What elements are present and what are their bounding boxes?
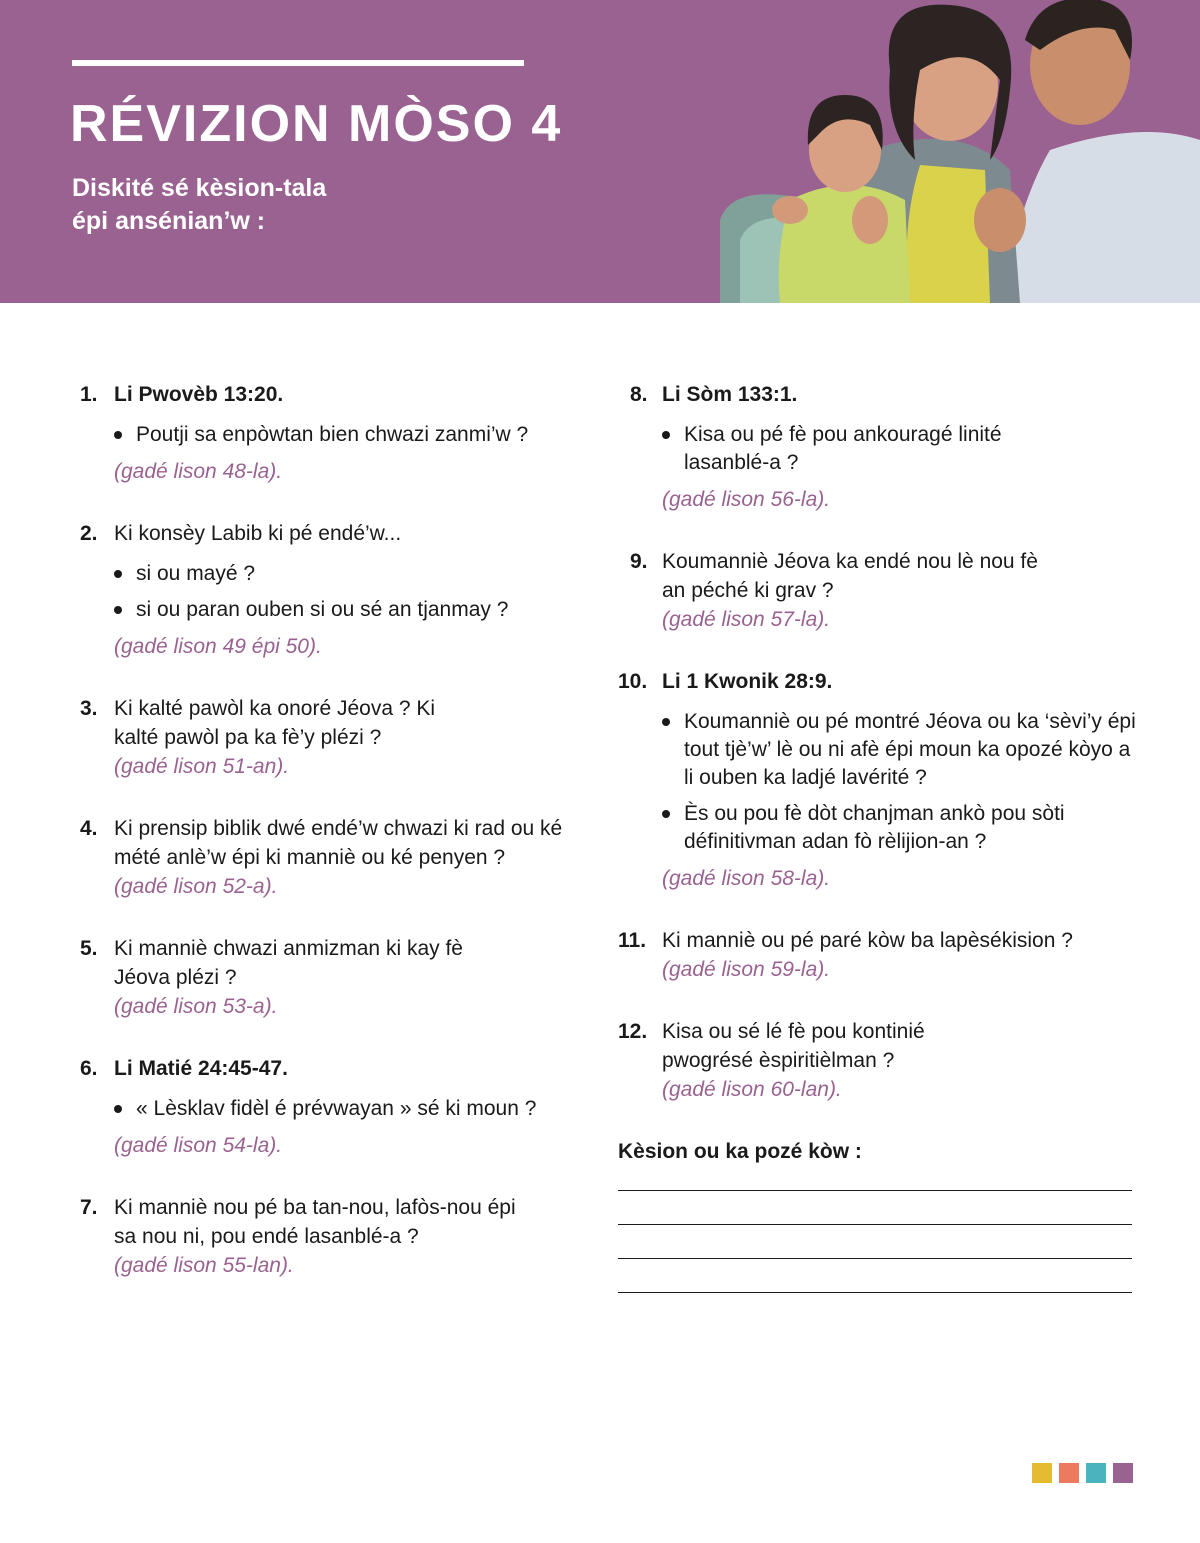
lesson-reference: (gadé lison 55-lan). [114, 1254, 294, 1277]
bullet-list [114, 1095, 580, 1123]
lesson-reference: (gadé lison 49 épi 50). [114, 635, 322, 658]
question-text: Li Pwovèb 13:20. [114, 383, 284, 406]
question-number: 2. [80, 522, 98, 545]
page-title: RÉVIZION MÒSO 4 [70, 95, 563, 153]
question-number: 6. [80, 1057, 98, 1080]
question-number: 5. [80, 937, 98, 960]
question-6 [80, 1054, 580, 1160]
notes-section [618, 1137, 1138, 1293]
question-3 [80, 694, 580, 781]
lesson-reference: (gadé lison 53-a). [114, 995, 278, 1018]
coral-swatch [1059, 1463, 1079, 1483]
lesson-reference: (gadé lison 54-la). [114, 1134, 283, 1157]
color-swatches [1032, 1463, 1133, 1483]
list-item: Koumanniè ou pé montré Jéova ou ka ‘sèvi’y épi tout tjè’w’ lè ou ni afè épi moun ka opozé kòyo a li ouben ka ladjé lavérité ? [662, 708, 1138, 792]
question-text: Koumanniè Jéova ka endé nou lè nou fè an péché ki grav ? [662, 550, 1038, 602]
bullet-icon [114, 431, 122, 439]
question-4 [80, 814, 580, 901]
note-line[interactable] [618, 1190, 1132, 1191]
note-line[interactable] [618, 1292, 1132, 1293]
question-number: 9. [630, 550, 648, 573]
lesson-reference: (gadé lison 56-la). [662, 488, 831, 511]
list-item: « Lèsklav fidèl é prévwayan » sé ki moun ? [114, 1095, 580, 1123]
purple-swatch [1113, 1463, 1133, 1483]
question-number: 11. [618, 929, 647, 952]
subtitle-line-1: Diskité sé kèsion-tala [72, 174, 327, 202]
question-text: Ki manniè chwazi anmizman ki kay fè Jéova plézi ? [114, 937, 463, 989]
question-number: 10. [618, 670, 648, 693]
bullet-list [114, 421, 580, 449]
page-subtitle [72, 172, 326, 238]
bullet-list [662, 708, 1138, 856]
bullet-icon [114, 606, 122, 614]
lesson-reference: (gadé lison 51-an). [114, 755, 290, 778]
question-number: 7. [80, 1196, 98, 1219]
question-text: Ki konsèy Labib ki pé endé’w... [114, 522, 402, 545]
question-number: 4. [80, 817, 98, 840]
lesson-reference: (gadé lison 58-la). [662, 867, 831, 890]
notes-title: Kèsion ou ka pozé kòw : [618, 1140, 862, 1163]
list-item: si ou mayé ? [114, 560, 580, 588]
note-line[interactable] [618, 1258, 1132, 1259]
question-10 [618, 667, 1138, 893]
note-line[interactable] [618, 1224, 1132, 1225]
lesson-reference: (gadé lison 57-la). [662, 608, 831, 631]
bullet-icon [114, 1105, 122, 1113]
question-text: Kisa ou sé lé fè pou kontinié pwogrésé èspiritièlman ? [662, 1020, 925, 1072]
question-text: Ki prensip biblik dwé endé’w chwazi ki rad ou ké mété anlè’w épi ki manniè ou ké penyen ? [114, 817, 563, 869]
header-banner [0, 0, 1200, 303]
bullet-list [114, 560, 580, 624]
family-praying-illustration [720, 0, 1200, 303]
questions-left-column [80, 380, 580, 1313]
question-number: 8. [630, 383, 648, 406]
lesson-reference: (gadé lison 48-la). [114, 460, 283, 483]
subtitle-line-2: épi anséniаn’w : [72, 207, 266, 235]
header-rule [72, 60, 524, 66]
question-text: Li Sòm 133:1. [662, 383, 798, 406]
question-number: 1. [80, 383, 98, 406]
list-item: Poutji sa enpòwtan bien chwazi zanmi’w ? [114, 421, 580, 449]
question-text: Ki manniè ou pé paré kòw ba lapèsékision ? [662, 929, 1073, 952]
question-12 [618, 1017, 1138, 1104]
question-text: Li 1 Kwonik 28:9. [662, 670, 833, 693]
list-item: si ou paran ouben si ou sé an tjanmay ? [114, 596, 580, 624]
question-text: Ki manniè nou pé ba tan-nou, lafòs-nou épi sa nou ni, pou endé lasanblé-a ? [114, 1196, 516, 1248]
yellow-swatch [1032, 1463, 1052, 1483]
question-9 [618, 547, 1138, 634]
question-1 [80, 380, 580, 486]
bullet-icon [662, 718, 670, 726]
question-text: Li Matié 24:45-47. [114, 1057, 288, 1080]
bullet-icon [662, 810, 670, 818]
question-5 [80, 934, 580, 1021]
bullet-list [662, 421, 1138, 477]
bullet-icon [114, 570, 122, 578]
list-item: Ès ou pou fè dòt chanjman ankò pou sòti définitivman adan fò rèlijion-an ? [662, 800, 1104, 856]
question-8 [618, 380, 1138, 514]
lesson-reference: (gadé lison 52-a). [114, 875, 278, 898]
question-number: 12. [618, 1020, 648, 1043]
question-2 [80, 519, 580, 661]
question-text: Ki kalté pawòl ka onoré Jéova ? Ki kalté pawòl pa ka fè’y plézi ? [114, 697, 436, 749]
bullet-icon [662, 431, 670, 439]
question-11 [618, 926, 1138, 984]
question-number: 3. [80, 697, 98, 720]
teal-swatch [1086, 1463, 1106, 1483]
questions-right-column [618, 380, 1138, 1326]
lesson-reference: (gadé lison 60-lan). [662, 1078, 842, 1101]
lesson-reference: (gadé lison 59-la). [662, 958, 831, 981]
list-item: Kisa ou pé fè pou ankouragé linité lasanblé-a ? [662, 421, 1044, 477]
question-7 [80, 1193, 580, 1280]
